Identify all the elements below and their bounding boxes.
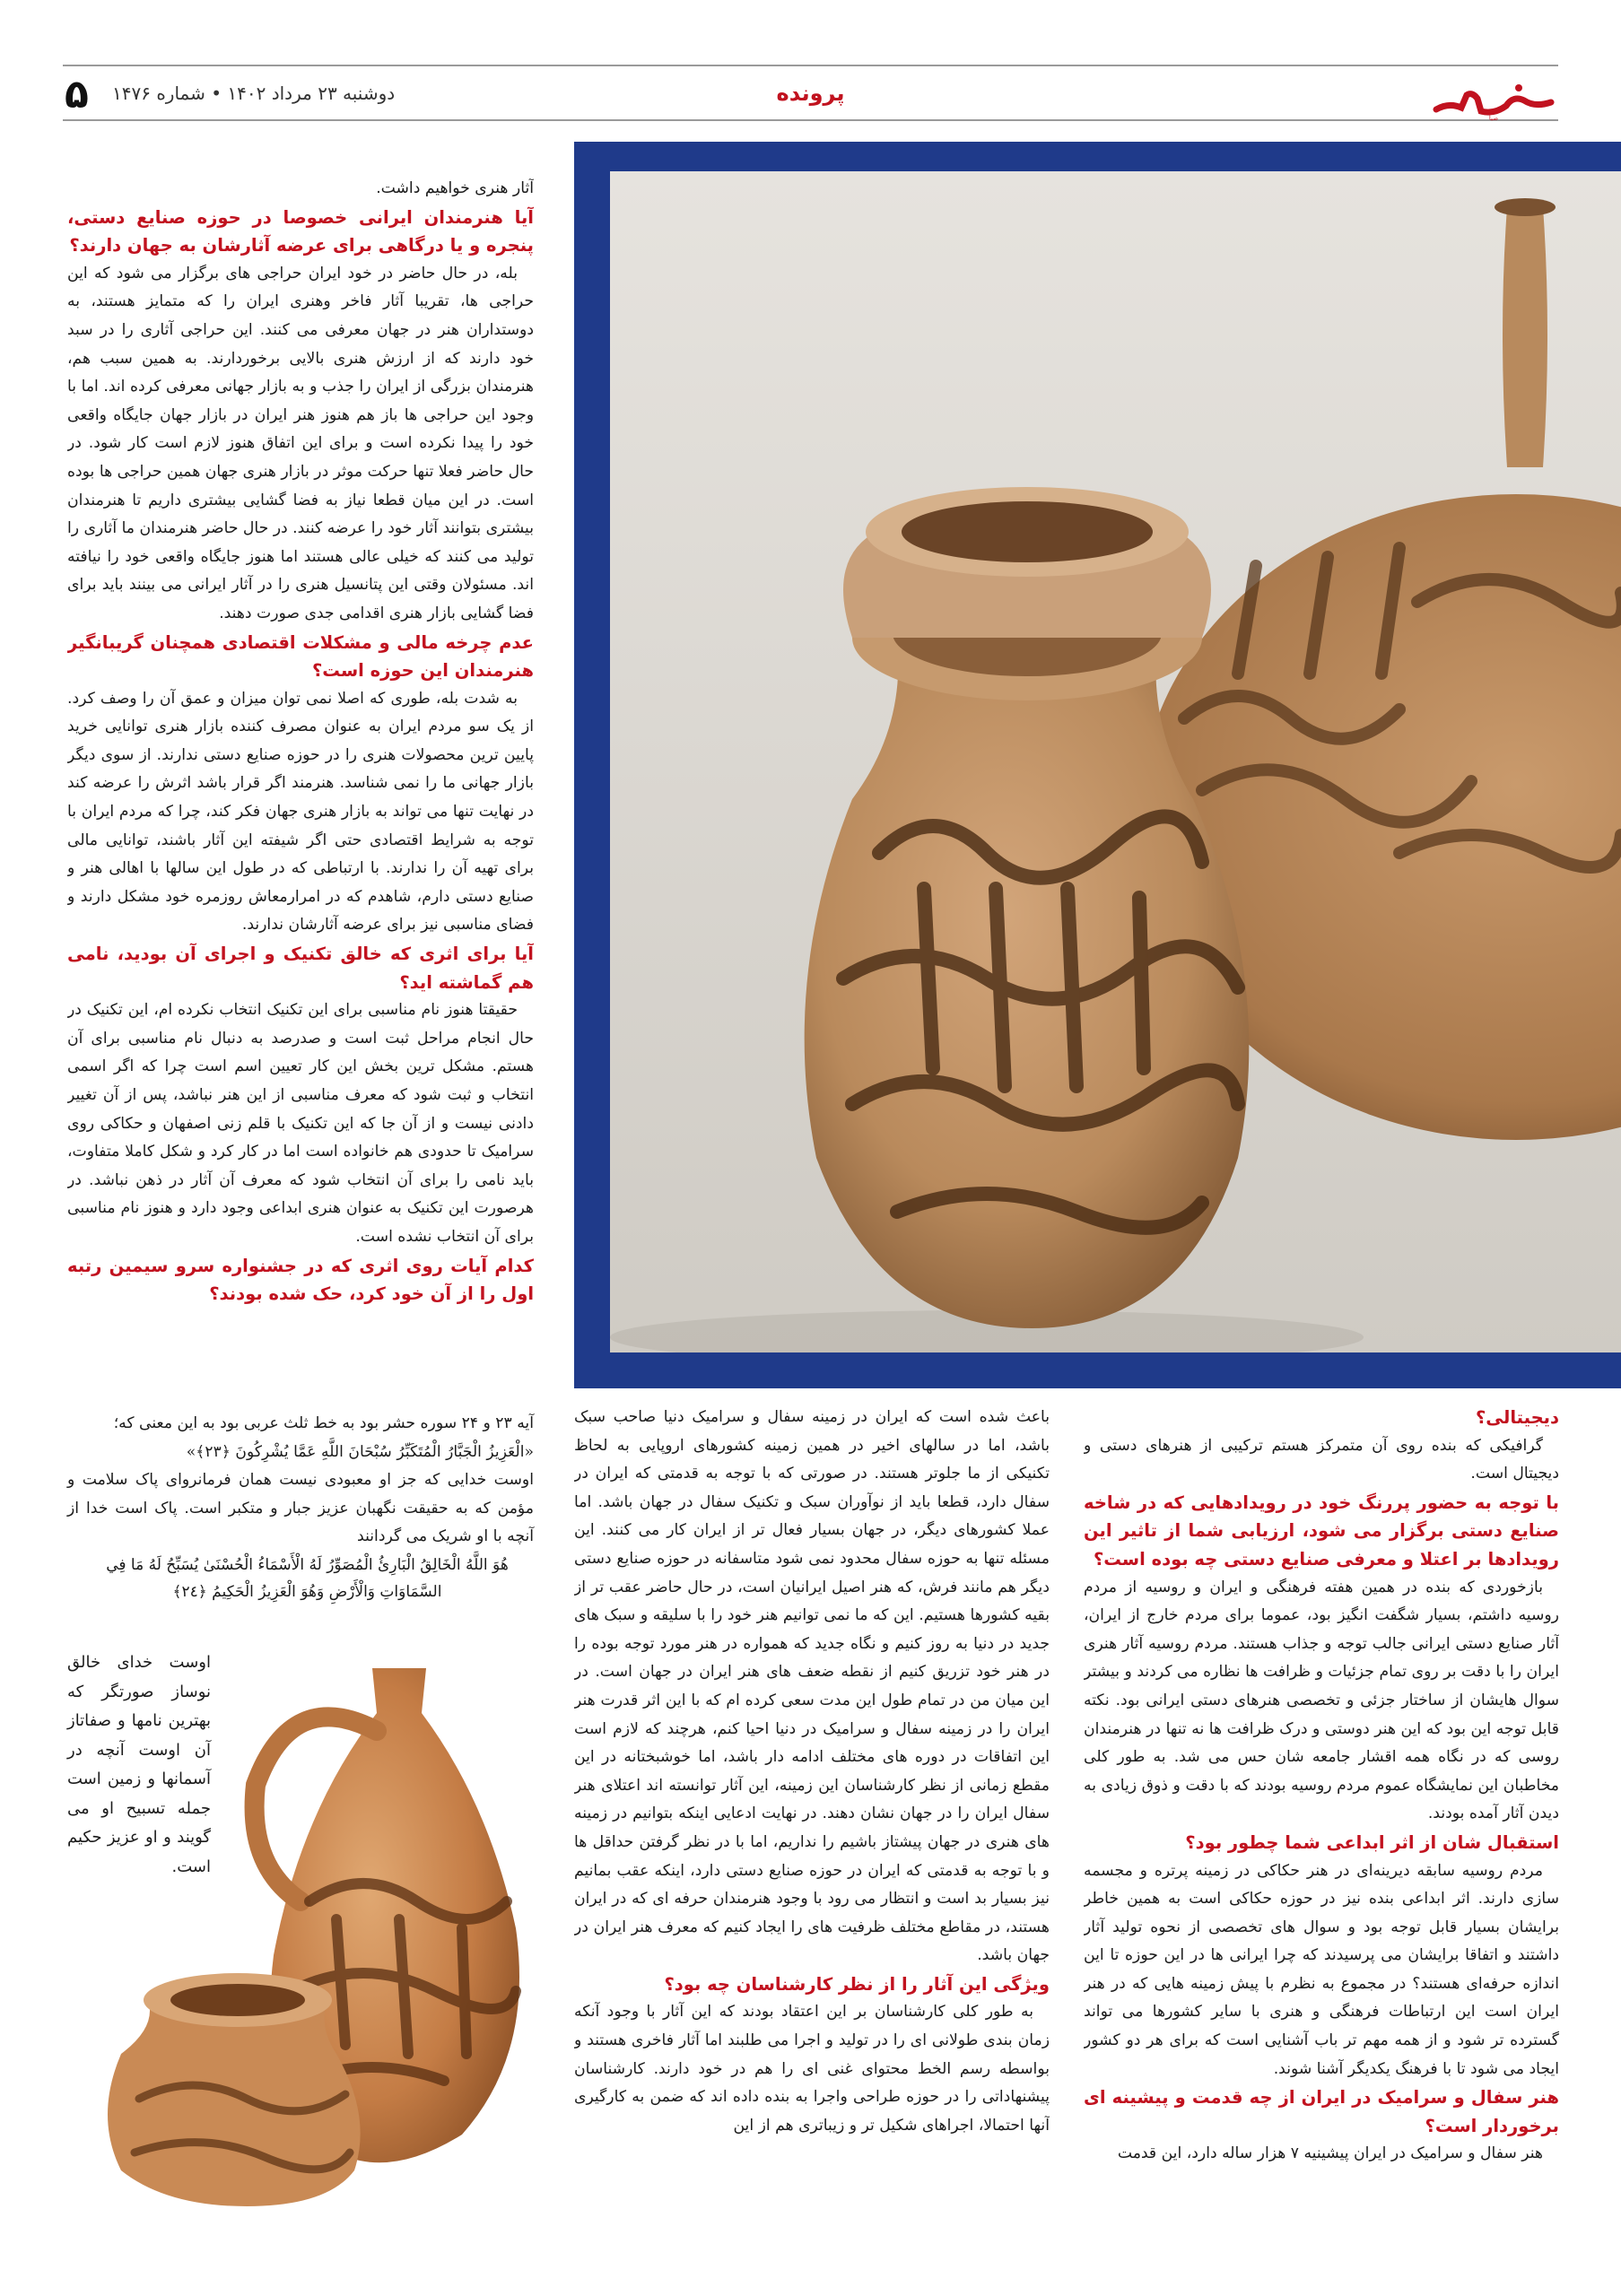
- paragraph: باعث شده است که ایران در زمینه سفال و سرامیک دنیا صاحب سبک باشد، اما در سالهای اخیر در همین زمینه کشورهای اروپایی به لحاظ تکنیکی از ما جلوتر هستند. در صورتی که با توجه به قدمتی که ایران در سفال دارد، قطعا باید از نوآوران سبک و تکنیک سفال در جهان باشد. اما عملا کشورهای دیگر، در جهان بسیار فعال تر از ایران کار می کنند. این مسئله تنها به حوزه سفال محدود نمی شود متاسفانه در حوزه صنایع دستی دیگر هم مانند فرش، که هنر اصیل ایرانیان است، در حال حاضر عقب تر از بقیه کشورها هستیم. این که ما نمی توانیم هنر خود را با سلیقه و سبک های جدید در دنیا به روز کنیم و نگاه جدید که همواره در هنر مورد توجه بوده را در هنر خود تزریق کنیم از نقطه ضعف های هنر ایران در جهان است. در این میان من در تمام طول این مدت سعی کرده ام که با این اثر قدرت هنر ایران را در زمینه سفال و سرامیک در دنیا احیا کنم، هرچند که لازم است این اتفاقات در دوره های مختلف ادامه دار باشد، اما خوشبختانه در این مقطع زمانی از نظر کارشناسان این زمینه، این آثار توانسته اند اعتلای هنر سفال ایران را در جهان نشان دهند. در نهایت ادعایی اینکه بتوانیم در زمینه های هنری در جهان پیشتاز باشیم را نداریم، اما با در نظر گرفتن حداقل ها و با توجه به قدمتی که ایران در حوزه صنایع دستی دارد، اینکه عقب بمانیم نیز بسیار بد است و انتظار می رود با وجود هنرمندان حرفه ای که در ایران هستند، در مقاطع مختلف ظرفیت های را ایجاد کنیم که معرف هنر ایران در جهان باشد.: [574, 1408, 1050, 1965]
- paragraph: بله، در حال حاضر در خود ایران حراجی های برگزار می شود که این حراجی ها، تقریبا آثار فاخر وهنری ایران را که متمایز هستند، به دوستداران هنر در جهان معرفی می کنند. این حراجی آثاری را در سبد خود دارند که از ارزش هنری بالایی برخوردارند. به همین سبب هم، هنرمندان بزرگی از ایران را جذب و به بازار جهانی معرفی کرده اند. اما با وجود این حراجی ها باز هم هنوز هنر ایران در بازار جهان جایگاه واقعی خود را پیدا نکرده است و برای این اتفاق هنوز لازم است کار شود. در حال حاضر فعلا تنها حرکت موثر در بازار هنری جهان همین حراجی ها بوده است. در این میان قطعا نیاز به فضا گشایی بیشتری داریم تا هنرمندان بیشتری بتوانند آثار خود را عرضه کنند. در حال حاضر هنرمندان ما آثاری را تولید می کنند که خیلی عالی هستند اما هنوز جایگاه واقعی خود را نیافته اند. مسئولان وقتی این پتانسیل هنری را در آثار ایرانی می بینند باید برای فضا گشایی بازار هنری اقدامی جدی صورت دهند.: [67, 264, 534, 622]
- paragraph: آثار هنری خواهیم داشت.: [376, 179, 534, 197]
- page-number: ۵: [65, 72, 89, 117]
- main-photo-frame: [574, 142, 1621, 1388]
- interview-question: هنر سفال و سرامیک در ایران از چه قدمت و پیشینه ای برخوردار است؟: [1084, 2087, 1559, 2136]
- header-top-rule: [63, 65, 1558, 66]
- middle-text-column: [574, 1404, 1050, 2220]
- verse-24: هُوَ اللَّهُ الْخَالِقُ الْبَارِئُ الْمُصَوِّرُ لَهُ الْأَسْمَاءُ الْحُسْنَىٰ يُسَبِّحُ لَهُ مَا فِي السَّمَاوَاتِ وَالْأَرْضِ وَهُوَ الْعَزِيزُ الْحَكِيمُ ﴿٢٤﴾: [106, 1556, 509, 1601]
- interview-question: آیا هنرمندان ایرانی خصوصا در حوزه صنایع دستی، پنجره و یا درگاهی برای عرضه آثارشان به جهان دارند؟: [67, 206, 534, 257]
- header-bottom-rule: [63, 119, 1558, 121]
- paragraph: مردم روسیه سابقه دیرینه‌ای در هنر حکاکی در زمینه پرتره و مجسمه سازی دارند. اثر ابداعی بنده نیز در حوزه حکاکی است به همین خاطر برایشان بسیار قابل توجه بود و سوال های تخصصی از نحوه تولید آثار داشتند و اتفاقا برایشان می پرسیدند که چرا ایرانی ها در این حوزه تا این اندازه حرفه‌ای هستند؟ در مجموع به نظرم با پیش زمینه هایی که در هنر ایران است این ارتباطات فرهنگی و هنری با سایر کشورها می تواند گسترده تر شود و از همه مهم تر باب آشنایی است که برای هر دو کشور ایجاد می شود تا با فرهنگ یکدیگر آشنا شوند.: [1084, 1861, 1559, 2078]
- interview-question: کدام آیات روی اثری که در جشنواره سرو سیمین رتبه اول را از آن خود کرد، حک شده بودند؟: [67, 1255, 534, 1305]
- interview-question: آیا برای اثری که خالق تکنیک و اجرای آن بودید، نامی هم گماشته اید؟: [67, 944, 534, 993]
- paragraph: گرافیکی که بنده روی آن متمرکز هستم ترکیبی از هنرهای دستی و دیجیتال است.: [1084, 1436, 1559, 1483]
- paragraph: بازخوردی که بنده در همین هفته فرهنگی و ایران و روسیه از مردم روسیه داشتم، بسیار شگفت انگیز بود، عموما برای مردم خارج از ایران، آثار صنایع دستی ایرانی جالب توجه و جذاب هستند. مردم روسیه آثار هنری ایران را با دقت بر روی تمام جزئیات و ظرافت ها نظاره می کردند و بیشتر سوال هایشان از ساختار جزئی و تخصصی هنرهای دستی ایرانی بود. نکته قابل توجه این بود که این هنر دوستی و درک ظرافت ها نه تنها در هنرمندان روسی که در نگاه همه اقشار جامعه شان حس می شد. به طور کلی مخاطبان این نمایشگاه عموم مردم روسیه بودند که با دقت و ذوق زیادی به دیدن آثار آمده بودند.: [1084, 1578, 1559, 1823]
- verse-23-translation: اوست خدایی که جز او معبودی نیست همان فرمانروای پاک سلامت و مؤمن که به حقیقت نگهبان عزیز جبار و متکبر است. پاک است خدا از آنچه با او شریک می گردانند: [67, 1471, 534, 1546]
- interview-question: دیجیتالی؟: [1476, 1407, 1559, 1428]
- verse-intro: آیه ۲۳ و ۲۴ سوره حشر بود به خط ثلث عربی بود به این معنی که؛: [113, 1414, 534, 1432]
- left-text-column: [67, 175, 534, 1395]
- verse-23: «الْعَزِيزُ الْجَبَّارُ الْمُتَكَبِّرُ سُبْحَانَ اللَّهِ عَمَّا يُشْرِكُونَ ﴿٢٣﴾»: [186, 1442, 534, 1461]
- paragraph: هنر سفال و سرامیک در ایران پیشینیه ۷ هزار ساله دارد، این قدمت: [1117, 2144, 1543, 2163]
- main-photo[interactable]: [610, 171, 1621, 1352]
- interview-question: استقبال شان از اثر ابداعی شما چطور بود؟: [1185, 1831, 1559, 1853]
- issue-date: دوشنبه ۲۳ مرداد ۱۴۰۲ • شماره ۱۴۷۶: [112, 83, 396, 104]
- right-text-column: [1084, 1404, 1559, 2220]
- svg-text:صبا: صبا: [1488, 115, 1499, 122]
- paragraph: به شدت بله، طوری که اصلا نمی توان میزان و عمق آن را وصف کرد. از یک سو مردم ایران به عنوان مصرف کننده بازار هنری توانایی خرید پایین ترین محصولات هنری را در حوزه صنایع دستی ندارند. از سوی دیگر بازار جهانی ما را نمی شناسد. هنرمند اگر قرار باشد اثرش را عرضه کند در نهایت تنها می تواند به بازار هنری جهان فکر کند، چرا که مردم ایران با توجه به شرایط اقتصادی حتی اگر شیفته این آثار باشند، توانایی مالی برای تهیه آن را ندارند. با ارتباطی که در طول این سالها با اهالی هنر و صنایع دستی دارم، شاهدم که در امرارمعاش روزمره خود مشکل دارند و فضای مناسبی نیز برای عرضه آثارشان ندارند.: [67, 689, 534, 935]
- verse-24-translation: اوست خدای خالق نوساز صورتگر که بهترین نامها و صفاتاز آن اوست آنچه در آسمانها و زمین است جمله تسبیح او می گویند و او عزیز حکیم است.: [67, 1653, 211, 1876]
- interview-question: عدم چرخه مالی و مشکلات اقتصادی همچنان گریبانگیر هنرمندان این حوزه است؟: [67, 631, 534, 682]
- section-title: پرونده: [776, 81, 845, 106]
- paragraph: حقیقتا هنوز نام مناسبی برای این تکنیک انتخاب نکرده ام، این تکنیک در حال انجام مراحل ثبت است و صدرصد به دنبال نام مناسبی برای آن هستم. مشکل ترین بخش این کار تعیین اسم است چرا که اگر اسمی انتخاب و ثبت شود که معرف مناسبی از این هنر نباشد، پس از آن تغییر دادنی نیست و از آن جا که این تکنیک با قلم زنی اصفهان و حکاکی روی سرامیک تا حدودی هم خانواده است اما در کار کرد و شکل کاملا متفاوت، باید نامی را برای آن انتخاب شود که معرف آن آثار در ذهن نباشد. در هرصورت این تکنیک به عنوان هنری ابداعی وجود دارد و هنوز نام مناسبی برای آن انتخاب نشده است.: [67, 1001, 534, 1246]
- verse-block: [67, 1410, 534, 1552]
- pottery-illustration: [610, 171, 1621, 1352]
- paragraph: به طور کلی کارشناسان بر این اعتقاد بودند که این آثار با وجود آنکه زمان بندی طولانی ای را در تولید و اجرا می طلبند اما آثار فاخری هستند و بواسطه رسم الخط محتوای غنی ای را هم در خود دارند. کارشناسان پیشنهاداتی را در حوزه طراحی واجرا به بنده داده اند که ضمن به کارگیری آنها احتمالا، اجراهای شکیل تر و زیباتری هم از این: [574, 2003, 1050, 2135]
- interview-question: با توجه به حضور پررنگ خود در رویدادهایی که در شاخه صنایع دستی برگزار می شود، ارزیابی شما از تاثیر این رویدادها بر اعتلا و معرفی صنایع دستی چه بوده است؟: [1084, 1492, 1559, 1570]
- interview-question: ویژگی این آثار را از نظر کارشناسان چه بود؟: [664, 1973, 1050, 1995]
